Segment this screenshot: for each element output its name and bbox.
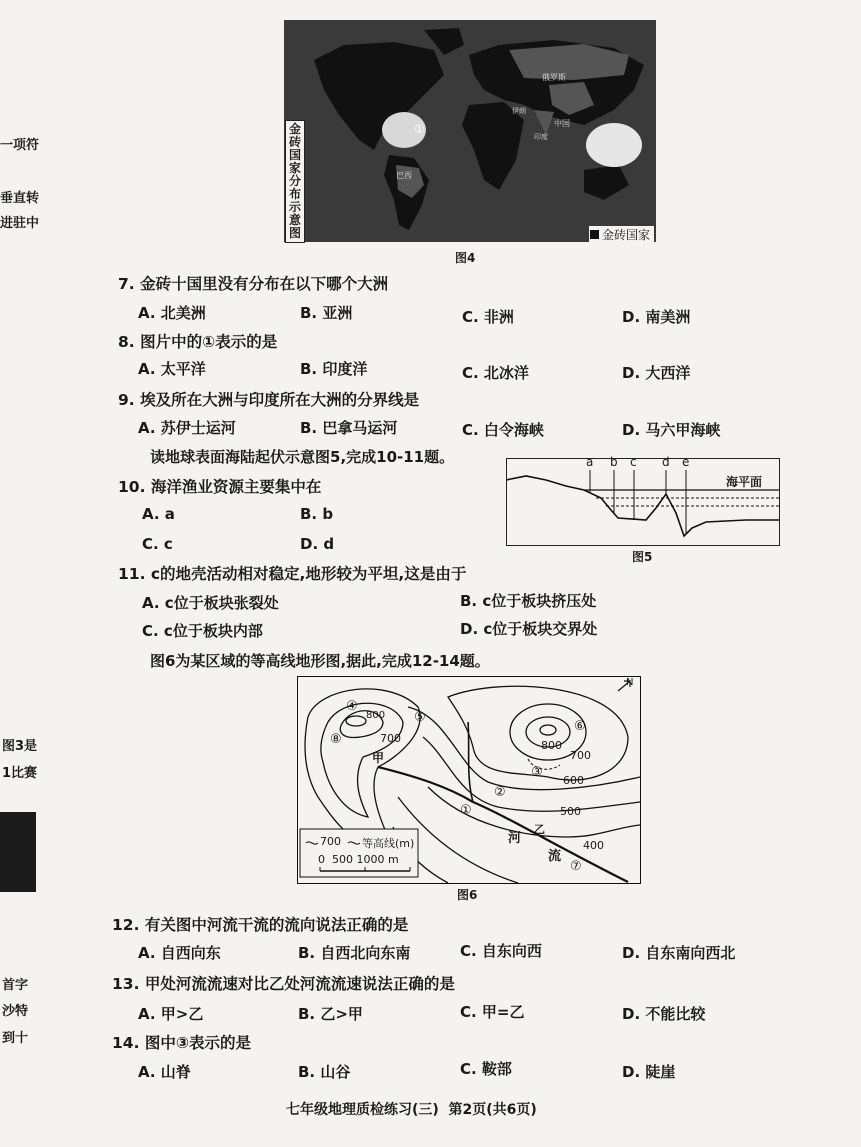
marker-1: ① bbox=[414, 122, 425, 136]
contour-800-left: 800 bbox=[366, 710, 386, 721]
contour-map bbox=[297, 676, 641, 884]
fig5-label-e: e bbox=[682, 455, 690, 469]
margin-text-2: 垂直转 bbox=[0, 191, 40, 206]
q13-option-d[interactable]: D. 不能比较 bbox=[622, 1005, 706, 1023]
fig5-label-c: c bbox=[630, 455, 637, 469]
q7-option-d[interactable]: D. 南美洲 bbox=[622, 308, 691, 326]
label-brazil: 巴西 bbox=[396, 171, 412, 180]
q8-stem: 8. 图片中的①表示的是 bbox=[118, 333, 278, 351]
marker-6: ⑥ bbox=[574, 719, 586, 734]
q14-option-d[interactable]: D. 陡崖 bbox=[622, 1063, 676, 1081]
label-india: 印度 bbox=[534, 133, 548, 141]
q11-option-a[interactable]: A. c位于板块张裂处 bbox=[142, 594, 279, 612]
contour-800-right: 800 bbox=[541, 739, 562, 752]
marker-8: ⑧ bbox=[330, 732, 342, 747]
sea-level-label: 海平面 bbox=[726, 475, 763, 489]
q8-option-a[interactable]: A. 太平洋 bbox=[138, 360, 206, 378]
margin-text-6: 首字 bbox=[2, 978, 29, 993]
q9-option-c[interactable]: C. 白令海峡 bbox=[462, 421, 544, 439]
contour-700-right: 700 bbox=[570, 749, 591, 762]
q11-option-b[interactable]: B. c位于板块挤压处 bbox=[460, 592, 597, 610]
map-vertical-title: 金砖国家分布示意图 bbox=[285, 120, 305, 243]
q8-option-b[interactable]: B. 印度洋 bbox=[300, 360, 368, 378]
margin-text-8: 到十 bbox=[2, 1031, 29, 1046]
q14-option-b[interactable]: B. 山谷 bbox=[298, 1063, 351, 1081]
q9-option-d[interactable]: D. 马六甲海峡 bbox=[622, 421, 721, 439]
fig5-label-b: b bbox=[610, 455, 618, 469]
river-label-liu: 流 bbox=[548, 849, 562, 864]
marker-5: ⑤ bbox=[414, 710, 426, 725]
label-jia: 甲 bbox=[372, 751, 385, 765]
q13-option-c[interactable]: C. 甲=乙 bbox=[460, 1003, 525, 1021]
ocean-profile-diagram bbox=[506, 455, 780, 546]
q9-option-b[interactable]: B. 巴拿马运河 bbox=[300, 419, 398, 437]
q7-option-a[interactable]: A. 北美洲 bbox=[138, 304, 206, 322]
q9-stem: 9. 埃及所在大洲与印度所在大洲的分界线是 bbox=[118, 391, 420, 409]
contour-400: 400 bbox=[583, 839, 604, 852]
q14-option-c[interactable]: C. 鞍部 bbox=[460, 1060, 512, 1078]
label-china: 中国 bbox=[554, 119, 570, 128]
fig5-label-a: a bbox=[586, 455, 594, 469]
q11-option-c[interactable]: C. c位于板块内部 bbox=[142, 622, 263, 640]
fig5-label-d: d bbox=[662, 455, 670, 469]
scale-bar-label: 0 500 1000 m bbox=[318, 853, 399, 866]
intro-12-14: 图6为某区域的等高线地形图,据此,完成12-14题。 bbox=[150, 652, 490, 670]
q12-option-a[interactable]: A. 自西向东 bbox=[138, 944, 221, 962]
cropped-photo bbox=[0, 812, 36, 892]
q14-stem: 14. 图中③表示的是 bbox=[112, 1034, 251, 1052]
q10-option-c[interactable]: C. c bbox=[142, 535, 173, 553]
q13-stem: 13. 甲处河流流速对比乙处河流流速说法正确的是 bbox=[112, 975, 455, 993]
marker-7: ⑦ bbox=[570, 859, 582, 874]
margin-text-5: 1比赛 bbox=[2, 766, 38, 781]
contour-700-left: 700 bbox=[380, 732, 401, 745]
fig4-caption: 图4 bbox=[455, 251, 476, 265]
margin-text-4: 图3是 bbox=[2, 739, 38, 754]
q12-option-c[interactable]: C. 自东向西 bbox=[460, 942, 542, 960]
q7-option-c[interactable]: C. 非洲 bbox=[462, 308, 514, 326]
q9-option-a[interactable]: A. 苏伊士运河 bbox=[138, 419, 236, 437]
q7-stem: 7. 金砖十国里没有分布在以下哪个大洲 bbox=[118, 275, 389, 293]
q8-option-c[interactable]: C. 北冰洋 bbox=[462, 364, 529, 382]
contour-600: 600 bbox=[563, 774, 584, 787]
contour-500: 500 bbox=[560, 805, 581, 818]
label-yi: 乙 bbox=[534, 823, 545, 836]
legend-contour-text: 等高线(m) bbox=[362, 837, 415, 850]
q13-option-a[interactable]: A. 甲>乙 bbox=[138, 1005, 204, 1023]
marker-2: ② bbox=[494, 785, 506, 800]
fig6-caption: 图6 bbox=[457, 888, 478, 902]
brics-world-map bbox=[284, 20, 656, 242]
q14-option-a[interactable]: A. 山脊 bbox=[138, 1063, 191, 1081]
margin-text-1: 一项符 bbox=[0, 138, 40, 153]
q10-stem: 10. 海洋渔业资源主要集中在 bbox=[118, 478, 322, 496]
legend-label: 金砖国家 bbox=[602, 228, 651, 242]
q12-option-b[interactable]: B. 自西北向东南 bbox=[298, 944, 411, 962]
margin-text-7: 沙特 bbox=[2, 1004, 29, 1019]
q8-option-d[interactable]: D. 大西洋 bbox=[622, 364, 691, 382]
fig5-caption: 图5 bbox=[632, 550, 653, 564]
q10-option-d[interactable]: D. d bbox=[300, 535, 335, 553]
q12-stem: 12. 有关图中河流干流的流向说法正确的是 bbox=[112, 916, 409, 934]
margin-text-3: 进驻中 bbox=[0, 216, 40, 231]
q13-option-b[interactable]: B. 乙>甲 bbox=[298, 1005, 363, 1023]
q11-stem: 11. c的地壳活动相对稳定,地形较为平坦,这是由于 bbox=[118, 565, 467, 583]
q10-option-b[interactable]: B. b bbox=[300, 505, 334, 523]
label-russia: 俄罗斯 bbox=[542, 73, 566, 82]
marker-4: ④ bbox=[346, 699, 358, 714]
label-iran: 伊朗 bbox=[512, 107, 526, 115]
marker-1: ① bbox=[460, 803, 472, 818]
intro-10-11: 读地球表面海陆起伏示意图5,完成10-11题。 bbox=[150, 448, 455, 466]
marker-3: ③ bbox=[531, 765, 543, 780]
legend-contour-value: 700 bbox=[320, 835, 341, 848]
legend-swatch bbox=[590, 230, 599, 239]
q12-option-d[interactable]: D. 自东南向西北 bbox=[622, 944, 736, 962]
river-label-he: 河 bbox=[508, 831, 522, 846]
q11-option-d[interactable]: D. c位于板块交界处 bbox=[460, 620, 598, 638]
q10-option-a[interactable]: A. a bbox=[142, 505, 175, 523]
page-footer: 七年级地理质检练习(三) 第2页(共6页) bbox=[286, 1102, 537, 1118]
q7-option-b[interactable]: B. 亚洲 bbox=[300, 304, 353, 322]
north-arrow-label: N bbox=[626, 677, 634, 688]
